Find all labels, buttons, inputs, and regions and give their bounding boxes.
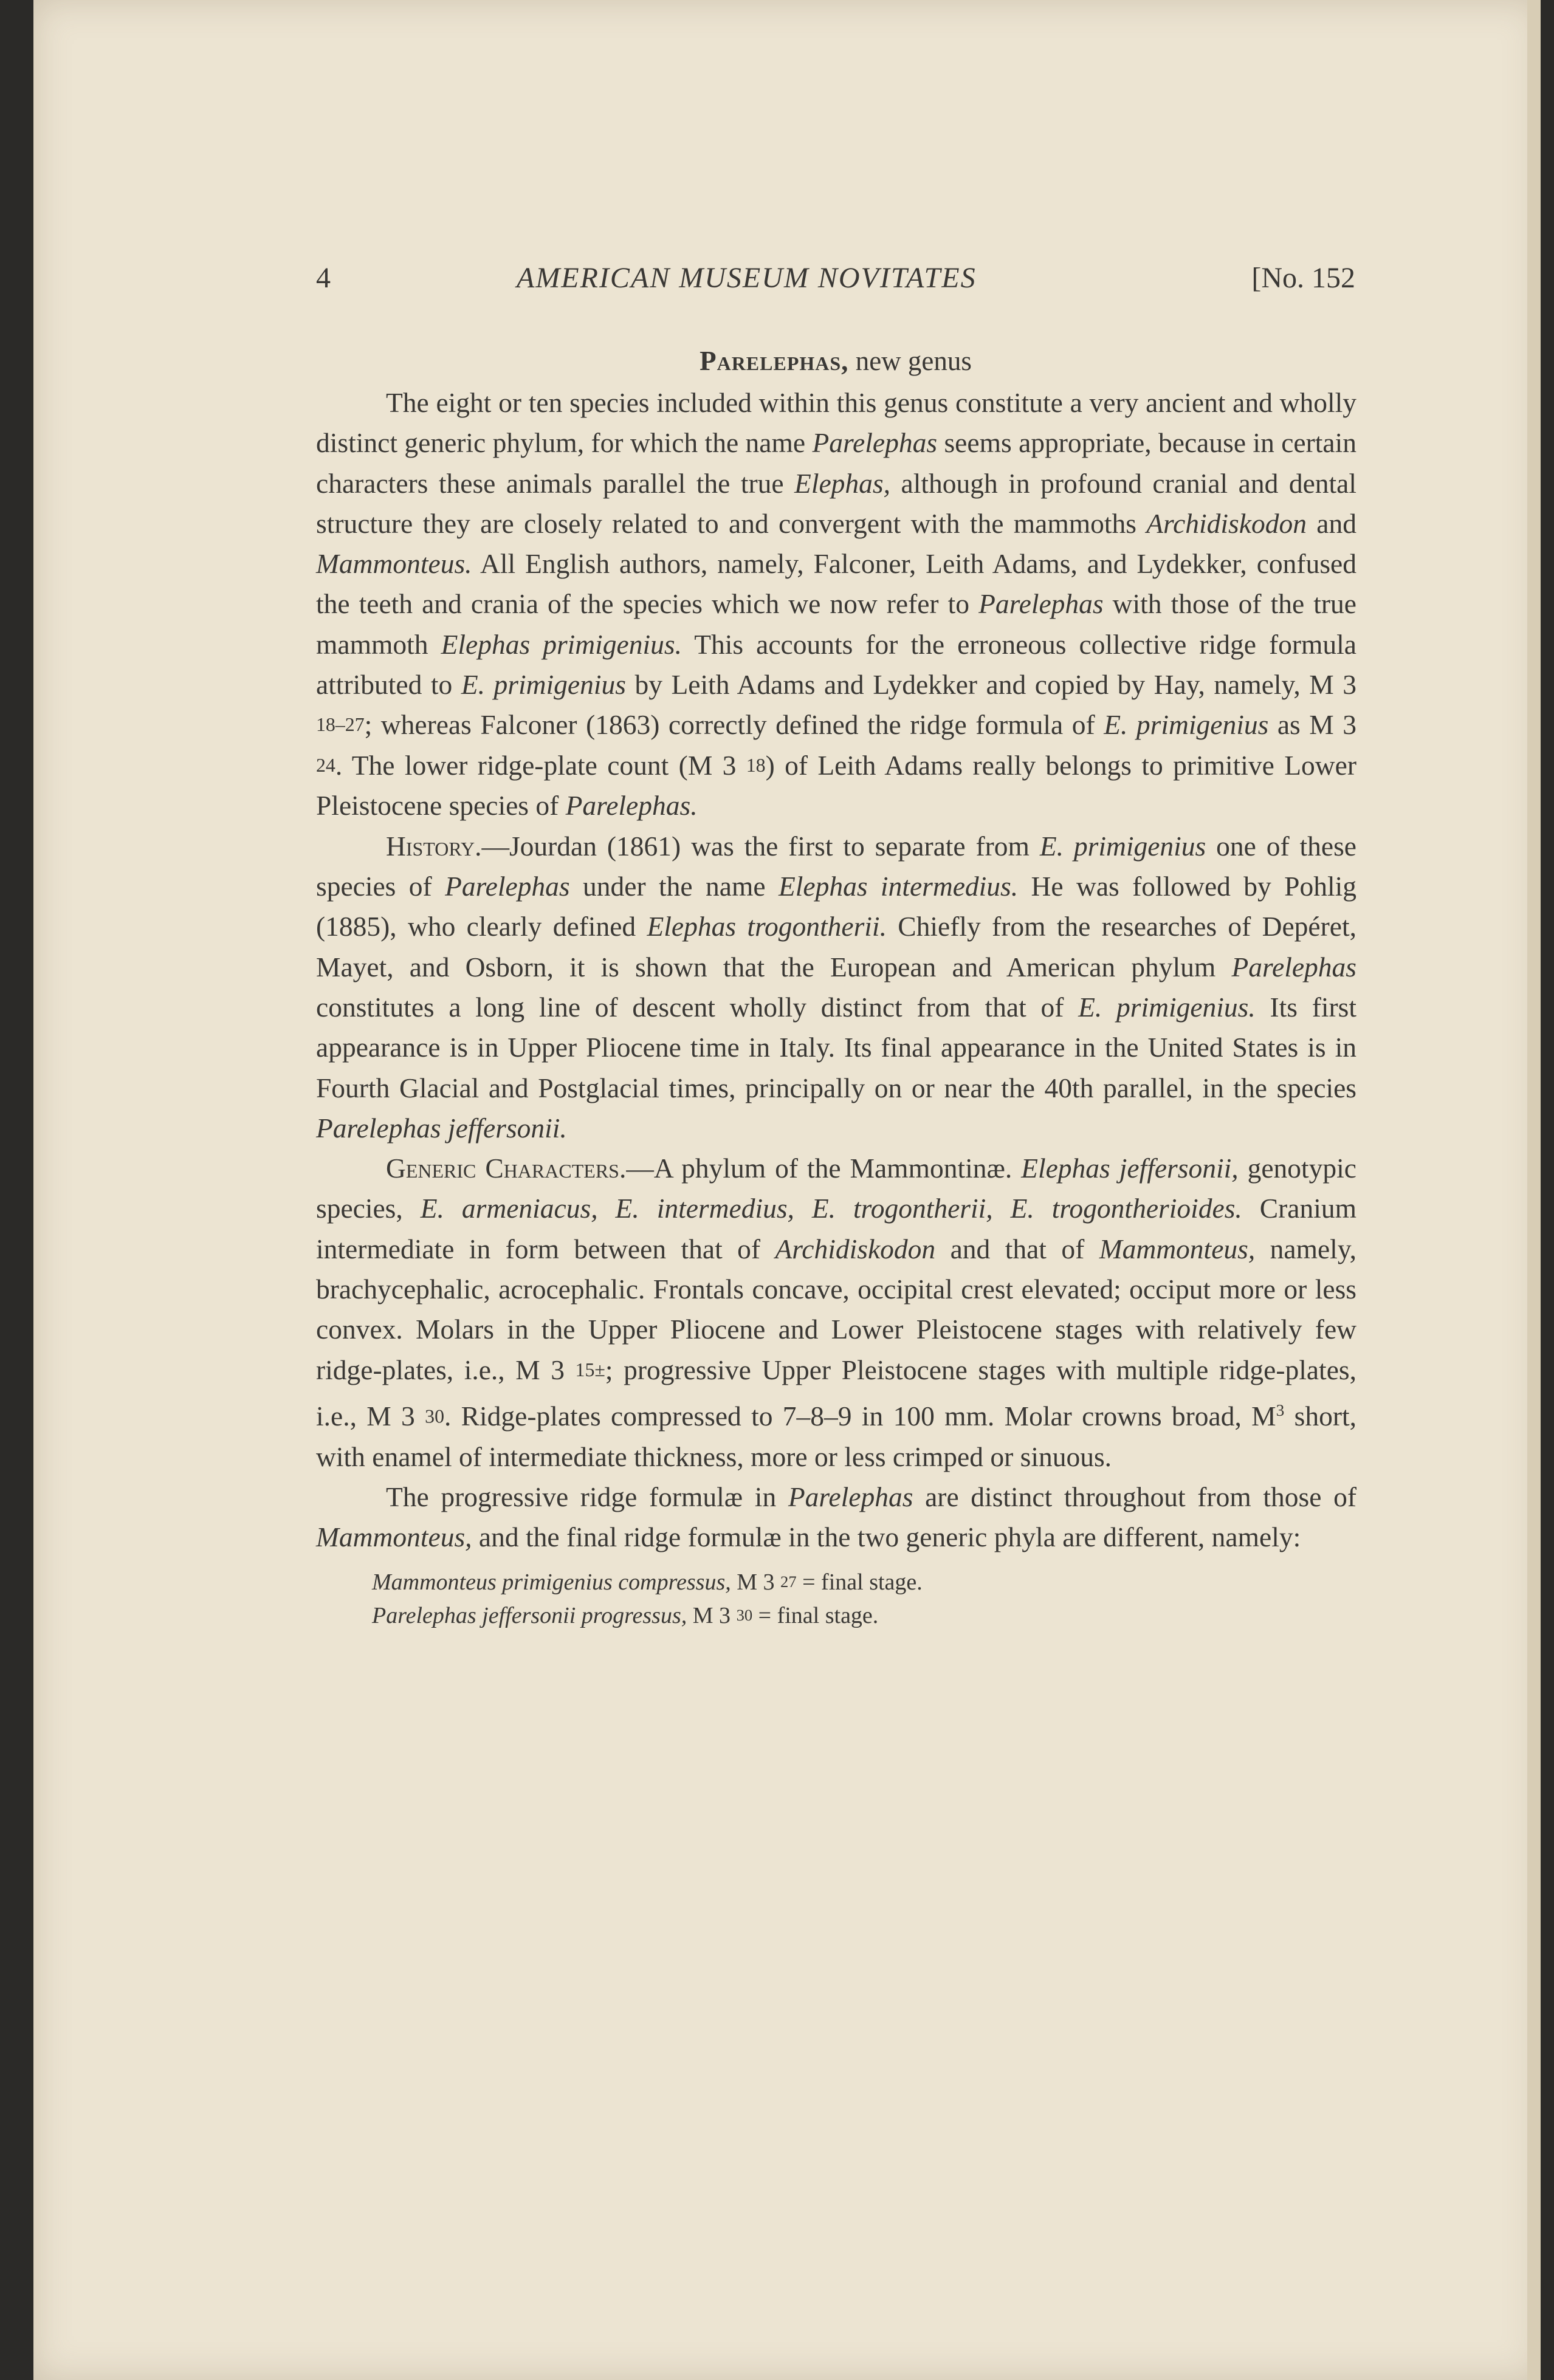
paragraph-intro — [316, 383, 1356, 826]
ridge-formula: 15± — [575, 1359, 605, 1380]
text-run: and the final ridge formulæ in the two generic phyla are different, namely: — [472, 1521, 1301, 1553]
text-run: The eight or ten species included within this genus constitute a very ancient and wholly distinct generic phylum, for which the name — [316, 387, 1356, 459]
taxon-name: Parelephas — [445, 871, 570, 902]
formula-result: = final stage. — [796, 1569, 923, 1595]
final-stage-row — [372, 1599, 1344, 1632]
paragraph-generic-characters — [316, 1148, 1356, 1477]
text-run: with those of the true mammoth — [316, 588, 1356, 660]
taxon-name: Parelephas — [788, 1481, 913, 1513]
article-body — [316, 383, 1356, 1558]
text-run: seems appropriate, because in certain characters these animals parallel the true — [316, 427, 1357, 499]
text-run: ; whereas Falconer (1863) correctly defined the ridge formula of — [364, 709, 1104, 741]
paragraph-history — [316, 826, 1356, 1148]
section-title — [316, 345, 1355, 377]
taxon-name: Mammonteus primigenius compressus, — [372, 1569, 731, 1595]
ridge-formula: 27 — [780, 1572, 797, 1591]
ridge-formula: 30 — [736, 1605, 753, 1624]
text-run: ; progressive Upper Pleistocene stages with multiple ridge-plates, i.e., M 3 — [316, 1354, 1356, 1432]
journal-title: AMERICAN MUSEUM NOVITATES — [517, 262, 977, 294]
issue-number: [No. 152 — [1251, 262, 1355, 294]
taxon-name: Parelephas — [978, 588, 1104, 620]
taxon-name: Parelephas — [1231, 951, 1356, 983]
taxon-name: Elephas jeffersonii, — [1021, 1153, 1239, 1184]
text-run: He was followed by Pohlig (1885), who clearly defined — [316, 871, 1357, 942]
text-run: genotypic species, — [316, 1153, 1356, 1224]
text-run: —Jourdan (1861) was the first to separate from — [481, 830, 1040, 862]
text-run: under the name — [569, 871, 779, 902]
text-run: and that of — [935, 1233, 1099, 1264]
taxon-name: Archidiskodon — [1146, 507, 1307, 539]
genus-name: Parelephas, — [700, 346, 849, 376]
text-run: This accounts for the erroneous collective ridge formula attributed to — [316, 628, 1356, 701]
text-run: —A phylum of the Mammontinæ. — [626, 1153, 1022, 1184]
formula-prefix: M 3 — [737, 1569, 781, 1595]
text-run: Chiefly from the researches of Depéret, Mayet, and Osborn, it is shown that the European and American phylum — [316, 911, 1356, 983]
text-run: ) of Leith Adams really belongs to primitive Lower Pleistocene species of — [316, 749, 1356, 821]
taxon-name: Parelephas. — [565, 790, 698, 821]
superscript: 3 — [1276, 1401, 1285, 1420]
text-run: All English authors, namely, Falconer, Leith Adams, and Lydekker, confused the teeth and crania of the species which we now refer to — [316, 548, 1356, 620]
taxon-name: E. primigenius — [461, 669, 626, 701]
text-run: and — [1306, 507, 1356, 539]
text-run: are distinct throughout from those of — [913, 1481, 1356, 1513]
ridge-formula: 24 — [316, 755, 335, 777]
final-stage-row — [372, 1565, 1344, 1599]
final-stage-list — [372, 1565, 1344, 1632]
text-run: Cranium intermediate in form between that of — [316, 1193, 1357, 1264]
taxon-name: Parelephas jeffersonii progressus, — [372, 1602, 687, 1628]
subheading: History. — [386, 830, 482, 862]
taxon-name: Mammonteus. — [316, 548, 472, 580]
subheading: Generic Characters. — [386, 1153, 627, 1184]
formula-prefix: M 3 — [692, 1602, 737, 1628]
text-run: as M 3 — [1268, 709, 1357, 741]
formula-result: = final stage. — [752, 1602, 879, 1628]
text-run: . Ridge-plates compressed to 7–8–9 in 100 mm. Molar crowns broad, M — [444, 1401, 1276, 1432]
taxon-name: E. primigenius — [1104, 709, 1269, 741]
taxon-name: Mammonteus, — [1099, 1233, 1256, 1264]
page-edge — [1527, 0, 1541, 2380]
taxon-name: Elephas trogontherii. — [647, 911, 887, 942]
taxon-name: E. armeniacus, E. intermedius, E. trogontherii, E. trogontherioides. — [420, 1193, 1242, 1224]
text-run: short, with enamel of intermediate thickness, more or less crimped or sinuous. — [316, 1401, 1356, 1472]
text-run: although in profound cranial and dental structure they are closely related to and convergent with the mammoths — [316, 467, 1356, 539]
taxon-name: Elephas, — [794, 467, 891, 499]
text-run: one of these species of — [316, 830, 1356, 902]
taxon-name: E. primigenius — [1039, 830, 1206, 862]
ridge-formula: 18 — [746, 755, 766, 777]
taxon-name: Elephas intermedius. — [778, 871, 1019, 902]
ridge-formula: 30 — [425, 1405, 444, 1427]
taxon-name: E. primigenius. — [1078, 991, 1256, 1023]
text-run: Its first appearance is in Upper Pliocene time in Italy. Its final appearance in the United States is in Fourth Glacial and Postglacial times, principally on or near the 40th parallel, in the species — [316, 991, 1356, 1103]
text-run: by Leith Adams and Lydekker and copied by Hay, namely, M 3 — [625, 669, 1357, 701]
running-header — [316, 261, 1355, 298]
ridge-formula: 18–27 — [316, 714, 365, 736]
taxon-name: Elephas primigenius. — [441, 628, 682, 660]
paragraph-ridge-formulae — [316, 1477, 1356, 1558]
text-run: The progressive ridge formulæ in — [386, 1481, 788, 1513]
taxon-name: Archidiskodon — [775, 1233, 936, 1264]
taxon-name: Mammonteus, — [316, 1521, 472, 1553]
text-run: constitutes a long line of descent wholly distinct from that of — [316, 991, 1079, 1023]
page-number: 4 — [316, 262, 331, 294]
text-run: . The lower ridge-plate count (M 3 — [335, 749, 746, 781]
text-run: namely, brachycephalic, acrocephalic. Frontals concave, occipital crest elevated; occiput more or less convex. Molars in the Upper Pliocene and Lower Pleistocene stages with relatively few ridge-plates, i.e., M 3 — [316, 1233, 1356, 1385]
taxon-name: Parelephas — [812, 427, 938, 459]
genus-suffix: new genus — [855, 346, 972, 376]
taxon-name: Parelephas jeffersonii. — [316, 1112, 567, 1144]
